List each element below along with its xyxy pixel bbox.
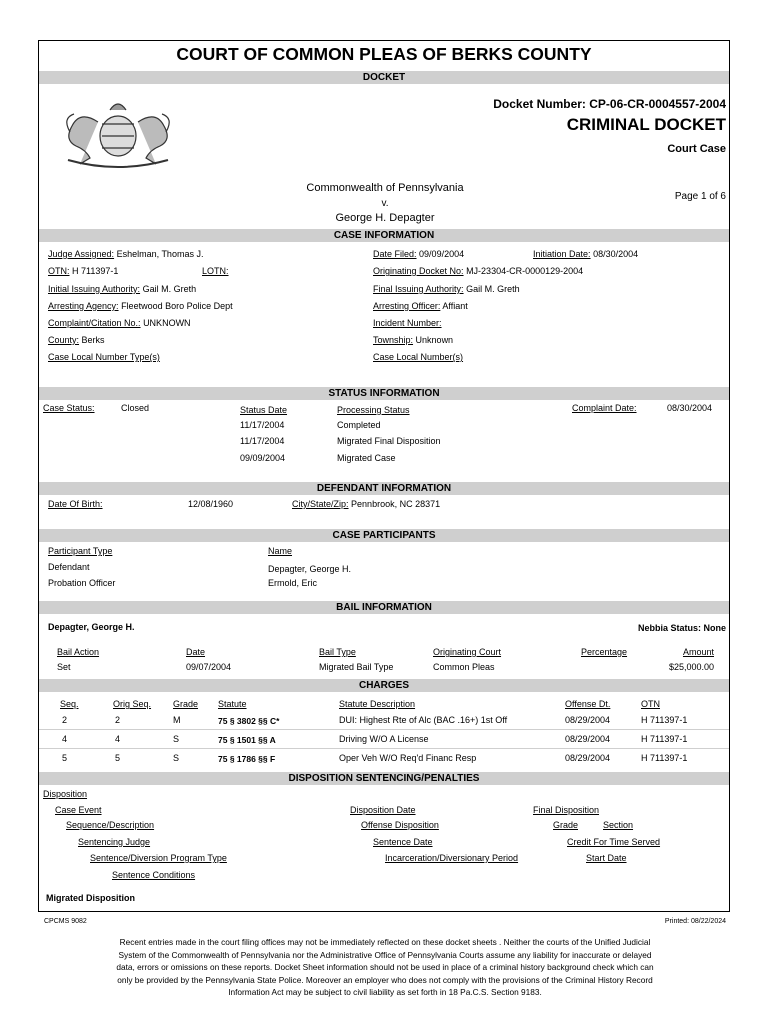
charges-bar <box>39 679 729 692</box>
participants-bar <box>39 529 729 542</box>
participant-type-header: Participant Type <box>48 546 113 556</box>
docket-type: CRIMINAL DOCKET <box>566 115 726 134</box>
status-row-date: 11/17/2004 <box>240 420 285 430</box>
migrated-disposition: Migrated Disposition <box>46 893 136 903</box>
charge-grade: S <box>173 753 180 763</box>
complaint-date-value: 08/30/2004 <box>667 403 713 413</box>
complaint-date-label: Complaint Date: <box>572 403 637 413</box>
city-state-zip: City/State/Zip: Pennbrook, NC 28371 <box>292 499 441 509</box>
arresting-agency: Arresting Agency: Fleetwood Boro Police Dept <box>48 301 233 311</box>
case-kind: Court Case <box>667 143 726 155</box>
charge-offense-date: 08/29/2004 <box>565 753 611 763</box>
docket-number: Docket Number: CP-06-CR-0004557-2004 <box>493 97 726 111</box>
charge-statute: 75 § 1501 §§ A <box>218 735 276 745</box>
start-date-label: Start Date <box>586 853 627 863</box>
final-disposition-label: Final Disposition <box>533 805 600 815</box>
charge-row-divider <box>39 729 729 730</box>
charge-grade: M <box>173 715 181 725</box>
sentence-date-label: Sentence Date <box>373 837 433 847</box>
charge-description: Driving W/O A License <box>339 734 429 744</box>
bail-action: Set <box>57 662 71 672</box>
offense-disposition-label: Offense Disposition <box>361 820 439 830</box>
bail-court-header: Originating Court <box>433 647 502 657</box>
case-local-numbers: Case Local Number(s) <box>373 352 464 362</box>
complaint-citation: Complaint/Citation No.: UNKNOWN <box>48 318 191 328</box>
case-status-value: Closed <box>121 403 150 413</box>
bail-info-bar <box>39 601 729 614</box>
charge-seq-header: Seq. <box>60 699 79 709</box>
section-label: Section <box>603 820 634 830</box>
dob-label: Date Of Birth: <box>48 499 103 509</box>
initiation-date: Initiation Date: 08/30/2004 <box>533 249 639 259</box>
status-date-header: Status Date <box>240 405 288 415</box>
charge-statute: 75 § 3802 §§ C* <box>218 716 280 726</box>
form-id: CPCMS 9082 <box>44 918 87 925</box>
bail-date-header: Date <box>186 647 206 657</box>
charge-otn-header: OTN <box>641 699 660 709</box>
case-info-title: CASE INFORMATION <box>333 230 435 241</box>
page-indicator: Page 1 of 6 <box>674 191 726 202</box>
charge-orig-seq-header: Orig Seq. <box>113 699 152 709</box>
status-row-date: 09/09/2004 <box>240 453 286 463</box>
docket-bar <box>39 71 729 84</box>
charge-statute-header: Statute <box>218 699 247 709</box>
disclaimer-line: Information Act may be subject to civil liability as set forth in 18 Pa.C.S. Section 9183. <box>228 987 542 998</box>
status-row-status: Migrated Case <box>337 453 396 463</box>
status-info-title: STATUS INFORMATION <box>328 388 440 399</box>
caption-line3: George H. Depagter <box>335 212 435 224</box>
status-row-date: 11/17/2004 <box>240 436 285 446</box>
charge-description: Oper Veh W/O Req'd Financ Resp <box>339 753 477 763</box>
bail-action-header: Bail Action <box>57 647 100 657</box>
participant-name-header: Name <box>268 546 293 556</box>
bail-amount-header: Amount <box>682 647 714 657</box>
charge-description: DUI: Highest Rte of Alc (BAC .16+) 1st Off <box>339 715 508 725</box>
charge-orig-seq: 4 <box>115 734 121 744</box>
grade-label: Grade <box>553 820 579 830</box>
disclaimer-line: data, errors or omissions on these reports. Docket Sheet information should not be used in place of a criminal history background check which can <box>116 962 654 973</box>
disposition-date-label: Disposition Date <box>350 805 416 815</box>
defendant-info-title: DEFENDANT INFORMATION <box>316 483 452 494</box>
caption-line2: v. <box>381 198 389 209</box>
charge-offense-date: 08/29/2004 <box>565 715 611 725</box>
lotn: LOTN: <box>202 266 229 276</box>
township: Township: Unknown <box>373 335 454 345</box>
disclaimer <box>80 936 690 999</box>
printed-date: Printed: 08/22/2024 <box>664 918 726 925</box>
charge-grade-header: Grade <box>173 699 199 709</box>
status-row-status: Migrated Final Disposition <box>337 436 441 446</box>
participants-title: CASE PARTICIPANTS <box>332 530 436 541</box>
charge-orig-seq: 2 <box>115 715 121 725</box>
charge-offense-date: 08/29/2004 <box>565 734 611 744</box>
status-row-status: Completed <box>337 420 381 430</box>
bail-type-header: Bail Type <box>319 647 356 657</box>
case-event-label: Case Event <box>55 805 102 815</box>
disclaimer-line: Recent entries made in the court filing offices may not be immediately reflected on these docket sheets . Neither the courts of the Unified Judicial <box>119 937 651 947</box>
arresting-officer: Arresting Officer: Affiant <box>373 301 468 311</box>
incident-number: Incident Number: <box>373 318 442 328</box>
sequence-description-label: Sequence/Description <box>66 820 155 830</box>
county: County: Berks <box>48 335 105 345</box>
final-issuing-authority: Final Issuing Authority: Gail M. Greth <box>373 284 520 294</box>
incarceration-period-label: Incarceration/Diversionary Period <box>385 853 519 863</box>
date-filed: Date Filed: 09/09/2004 <box>373 249 465 259</box>
charge-otn: H 711397-1 <box>641 753 688 763</box>
sentence-conditions-label: Sentence Conditions <box>112 870 196 880</box>
disposition-bar <box>39 772 729 785</box>
charge-statute: 75 § 1786 §§ F <box>218 754 276 764</box>
bail-type: Migrated Bail Type <box>319 662 394 672</box>
charge-orig-seq: 5 <box>115 753 121 763</box>
disposition-title: DISPOSITION SENTENCING/PENALTIES <box>288 773 480 784</box>
charge-description-header: Statute Description <box>339 699 416 709</box>
initial-issuing-authority: Initial Issuing Authority: Gail M. Greth <box>48 284 197 294</box>
case-info-bar <box>39 229 729 242</box>
status-info-bar <box>39 387 729 400</box>
pennsylvania-coat-of-arms-icon <box>50 92 186 172</box>
charge-row-divider <box>39 748 729 749</box>
otn: OTN: H 711397-1 <box>48 266 119 276</box>
sentencing-judge-label: Sentencing Judge <box>78 837 151 847</box>
bail-amount: $25,000.00 <box>668 662 714 672</box>
docket-label: DOCKET <box>362 72 406 83</box>
bail-person: Depagter, George H. <box>48 622 135 632</box>
participant-name: Depagter, George H. <box>268 564 352 574</box>
participant-type: Defendant <box>48 562 90 572</box>
dob-value: 12/08/1960 <box>188 499 234 509</box>
participant-type: Probation Officer <box>48 578 116 588</box>
case-local-number-type: Case Local Number Type(s) <box>48 352 160 362</box>
credit-time-served-label: Credit For Time Served <box>567 837 661 847</box>
bail-date: 09/07/2004 <box>186 662 232 672</box>
charge-offense-date-header: Offense Dt. <box>565 699 611 709</box>
charge-otn: H 711397-1 <box>641 734 688 744</box>
case-status-label: Case Status: <box>43 403 95 413</box>
disposition-label: Disposition <box>43 789 88 799</box>
defendant-info-bar <box>39 482 729 495</box>
charge-seq: 2 <box>62 715 68 725</box>
bail-percentage-header: Percentage <box>581 647 628 657</box>
processing-status-header: Processing Status <box>337 405 410 415</box>
bail-info-title: BAIL INFORMATION <box>336 602 432 613</box>
disclaimer-line: System of the Commonwealth of Pennsylvania nor the Administrative Office of Pennsylvania Courts assume any liability for inaccurate or delayed <box>118 949 652 960</box>
charges-title: CHARGES <box>358 680 409 691</box>
originating-docket: Originating Docket No: MJ-23304-CR-0000129-2004 <box>373 266 584 276</box>
caption-line1: Commonwealth of Pennsylvania <box>306 182 464 194</box>
charge-grade: S <box>173 734 180 744</box>
disclaimer-line: only be provided by the Pennsylvania State Police. Moreover an employer who does not comply with the provisions of the Criminal History Record <box>117 974 653 985</box>
charge-otn: H 711397-1 <box>641 715 688 725</box>
judge-assigned: Judge Assigned: Eshelman, Thomas J. <box>48 249 204 259</box>
court-title: COURT OF COMMON PLEAS OF BERKS COUNTY <box>176 44 592 64</box>
nebbia-status: Nebbia Status: None <box>637 623 726 633</box>
participant-name: Ermold, Eric <box>268 578 318 588</box>
bail-court: Common Pleas <box>433 662 495 672</box>
charge-seq: 5 <box>62 753 68 763</box>
sentence-program-label: Sentence/Diversion Program Type <box>90 853 227 863</box>
charge-seq: 4 <box>62 734 68 744</box>
